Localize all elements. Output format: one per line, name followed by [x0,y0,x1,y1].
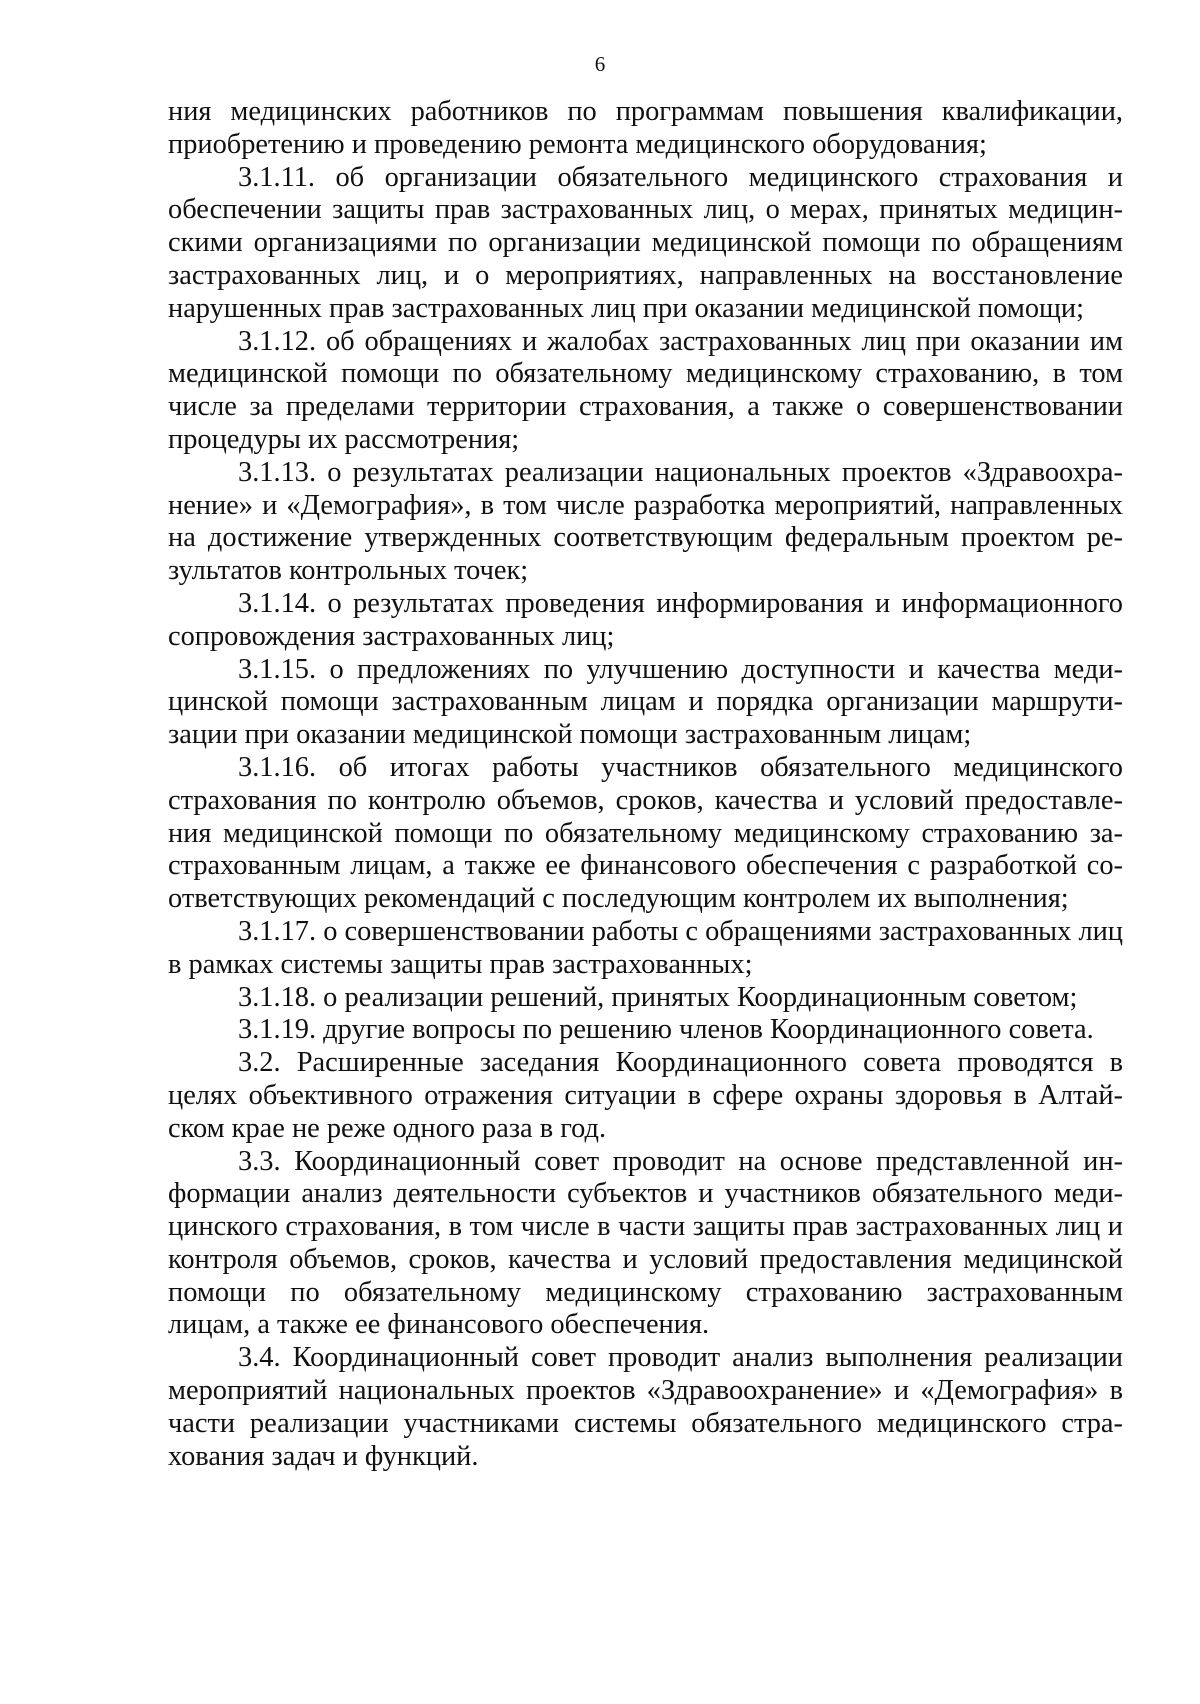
paragraph-3-1-12: 3.1.12. об обращениях и жалобах застрахованных лиц при оказании им медицинской помощи по обязательному медицинскому страхованию, в том числе за пределами территории страхования, а также о совершенствовании процедуры их рассмотрения; [168,325,1123,455]
paragraph-3-1-11: 3.1.11. об организации обязательного медицинского страхования и обеспечении защиты прав застрахованных лиц, о мерах, принятых медицинскими организациями по организации медицинской помощи по обращениям застрахованных лиц, и о мероприятиях, направленных на восстановление нарушенных прав застрахованных лиц при оказании медицинской помощи; [168,161,1123,324]
document-body [168,96,1123,1473]
paragraph-3-1-16: 3.1.16. об итогах работы участников обязательного медицинского страхования по контролю объемов, сроков, качества и условий предоставления медицинской помощи по обязательному медицинскому страхованию застрахованным лицам, а также ее финансового обеспечения с разработкой соответствующих рекомендаций с последующим контролем их выполнения; [168,751,1123,915]
paragraph-3-3: 3.3. Координационный совет проводит на основе представленной информации анализ деятельности субъектов и участников обязательного медицинского страхования, в том числе в части защиты прав застрахованных лиц и контроля объемов, сроков, качества и условий предоставления медицинской помощи по обязательному медицинскому страхованию застрахованным лицам, а также ее финансового обеспечения. [168,1145,1123,1341]
paragraph-3-1-18: 3.1.18. о реализации решений, принятых Координационным советом; [238,981,1078,1013]
page-number: 6 [594,52,606,76]
paragraph-3-1-19: 3.1.19. другие вопросы по решению членов Координационного совета. [238,1014,1094,1046]
paragraph-3-1-15: 3.1.15. о предложениях по улучшению доступности и качества медицинской помощи застрахованным лицам и порядка организации маршрутизации при оказании медицинской помощи застрахованным лицам; [168,653,1123,751]
paragraph-3-4: 3.4. Координационный совет проводит анализ выполнения реализации мероприятий национальных проектов «Здравоохранение» и «Демография» в части реализации участниками системы обязательного медицинского страхования задач и функций. [168,1342,1123,1472]
paragraph-continuation: ния медицинских работников по программам повышения квалификации, приобретению и проведению ремонта медицинского оборудования; [168,96,1123,160]
paragraph-3-1-17: 3.1.17. о совершенствовании работы с обращениями застрахованных лиц в рамках системы защиты прав застрахованных; [168,915,1123,980]
paragraph-3-2: 3.2. Расширенные заседания Координационного совета проводятся в целях объективного отражения ситуации в сфере охраны здоровья в Алтайском крае не реже одного раза в год. [168,1047,1123,1144]
paragraph-3-1-14: 3.1.14. о результатах проведения информирования и информационного сопровождения застрахованных лиц; [168,587,1123,652]
paragraph-3-1-13: 3.1.13. о результатах реализации национальных проектов «Здравоохранение» и «Демография», в том числе разработка мероприятий, направленных на достижение утвержденных соответствующим федеральным проектом результатов контрольных точек; [168,456,1123,587]
